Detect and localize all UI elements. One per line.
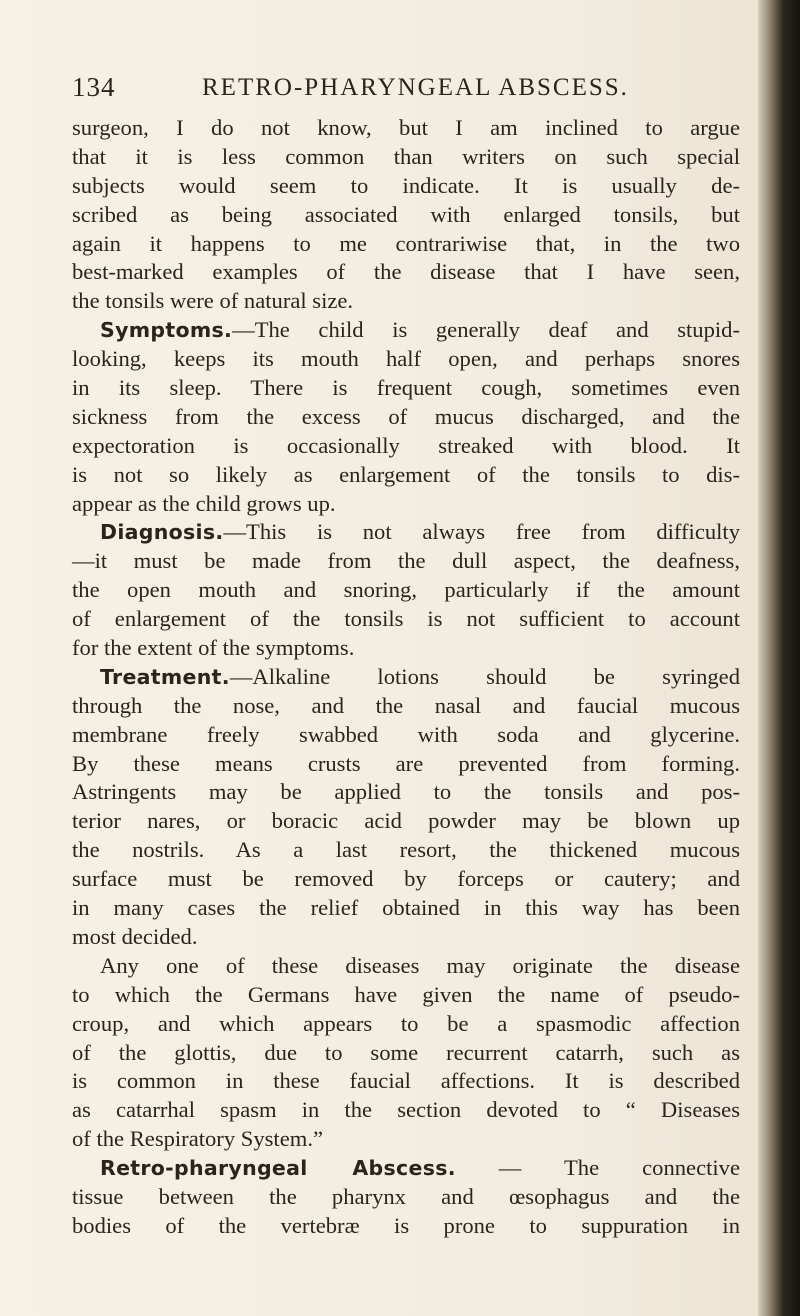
heading-continuation: —This is not always free from difficulty: [223, 519, 740, 545]
book-spine-shadow: [758, 0, 800, 1316]
paragraph-line: best-marked examples of the disease that I have seen,: [72, 259, 740, 285]
paragraph-line: of the glottis, due to some recurrent catarrh, such as: [72, 1039, 740, 1065]
paragraph-line: Any one of these diseases may originate the disease: [100, 952, 740, 978]
paragraph-line: subjects would seem to indicate. It is usually de-: [72, 172, 740, 198]
paragraph-line: for the extent of the symptoms.: [72, 635, 355, 661]
paragraph-line: that it is less common than writers on such special: [72, 143, 740, 169]
paragraph-line: surgeon, I do not know, but I am inclined to argue: [72, 115, 740, 140]
paragraph-line: [72, 1154, 740, 1183]
paragraph-line: scribed as being associated with enlarged tonsils, but: [72, 201, 740, 227]
paragraph-retro-pharyngeal: [72, 1154, 740, 1241]
paragraph-line: as catarrhal spasm in the section devoted to “ Diseases: [72, 1097, 740, 1123]
paragraph-line: Astringents may be applied to the tonsils and pos-: [72, 779, 740, 805]
paragraph-line: [72, 316, 740, 345]
paragraph-line: [72, 518, 740, 547]
running-head: RETRO-PHARYNGEAL ABSCESS.: [202, 74, 629, 101]
paragraph-line: sickness from the excess of mucus discharged, and the: [72, 403, 740, 429]
paragraph-line: bodies of the vertebræ is prone to suppuration in: [72, 1212, 740, 1238]
paragraph-pseudo-croup: [72, 952, 740, 1154]
section-heading: Treatment.: [100, 664, 230, 689]
paragraph-line: the nostrils. As a last resort, the thickened mucous: [72, 837, 740, 863]
page-header: [72, 72, 732, 108]
paragraph-line: the tonsils were of natural size.: [72, 288, 354, 314]
paragraph-line: through the nose, and the nasal and faucial mucous: [72, 692, 740, 718]
paragraph-line: in many cases the relief obtained in this way has been: [72, 895, 740, 921]
paragraph-line: in its sleep. There is frequent cough, sometimes even: [72, 375, 740, 401]
paragraph-line: By these means crusts are prevented from forming.: [72, 750, 740, 776]
paragraph-line: the open mouth and snoring, particularly if the amount: [72, 577, 740, 603]
paragraph-line: of enlargement of the tonsils is not sufficient to account: [72, 606, 740, 632]
paragraph-intro: [72, 114, 740, 316]
paragraph-line: —it must be made from the dull aspect, the deafness,: [72, 548, 740, 574]
paragraph-line: of the Respiratory System.”: [72, 1126, 323, 1152]
paragraph-diagnosis: [72, 518, 740, 662]
heading-continuation: —The child is generally deaf and stupid-: [232, 317, 740, 343]
paragraph-line: is not so likely as enlargement of the tonsils to dis-: [72, 461, 740, 487]
paragraph-line: croup, and which appears to be a spasmodic affection: [72, 1010, 740, 1036]
paragraph-line: to which the Germans have given the name of pseudo-: [72, 981, 740, 1007]
paragraph-line: is common in these faucial affections. It is described: [72, 1068, 740, 1094]
paragraph-line: again it happens to me contrariwise that, in the two: [72, 230, 740, 256]
paragraph-line: surface must be removed by forceps or cautery; and: [72, 866, 740, 892]
paragraph-line: tissue between the pharynx and œsophagus and the: [72, 1183, 740, 1209]
paragraph-line: most decided.: [72, 923, 198, 949]
heading-continuation: — The connective: [455, 1155, 740, 1181]
section-heading: Retro-pharyngeal Abscess.: [100, 1156, 456, 1181]
paragraph-line: expectoration is occasionally streaked with blood. It: [72, 432, 740, 458]
section-heading: Symptoms.: [100, 318, 233, 343]
paragraph-line: membrane freely swabbed with soda and glycerine.: [72, 721, 740, 747]
paragraph-line: terior nares, or boracic acid powder may be blown up: [72, 808, 740, 834]
paragraph-treatment: [72, 663, 740, 952]
paragraph-symptoms: [72, 316, 740, 518]
page-number: 134: [72, 72, 116, 102]
paragraph-line: looking, keeps its mouth half open, and perhaps snores: [72, 346, 740, 372]
paragraph-line: [72, 663, 740, 692]
body-text: [72, 114, 740, 1241]
heading-continuation: —Alkaline lotions should be syringed: [229, 663, 740, 689]
paragraph-line: appear as the child grows up.: [72, 490, 336, 516]
section-heading: Diagnosis.: [100, 520, 224, 545]
